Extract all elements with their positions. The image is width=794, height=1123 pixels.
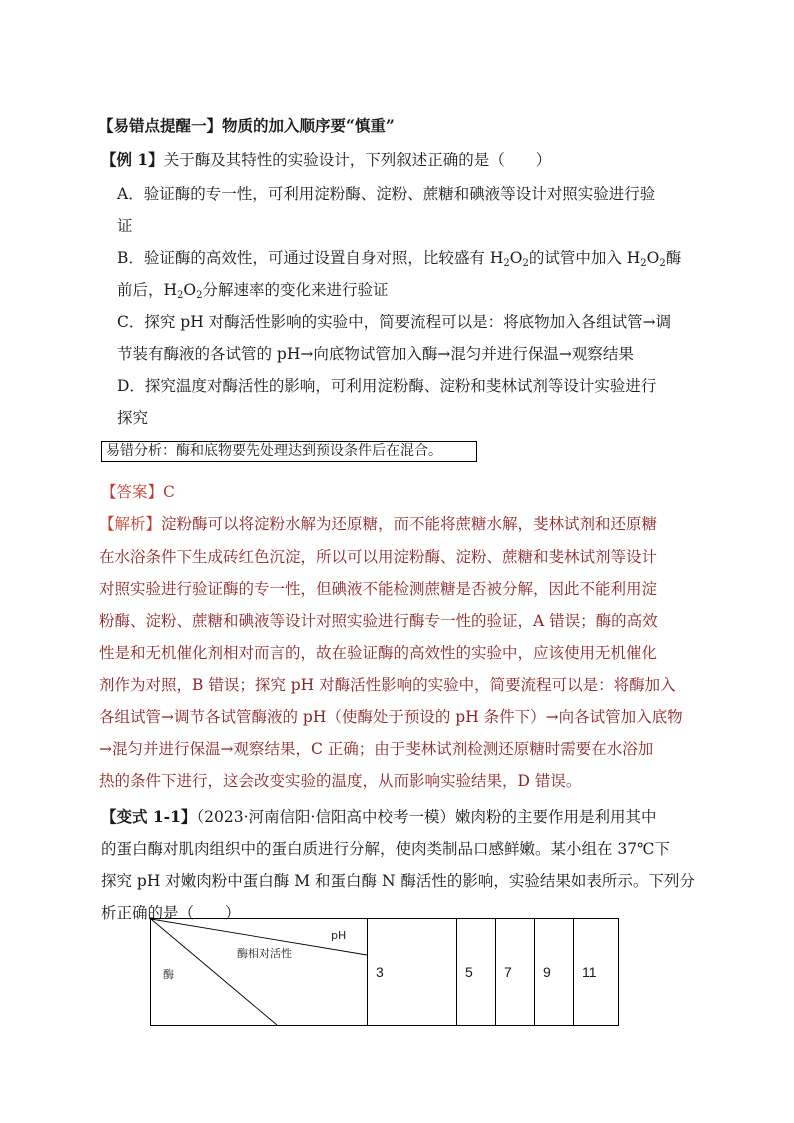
analysis-line-4: 粉酶、淀粉、蔗糖和碘液等设计对照实验进行酶专一性的验证，A 错误；酶的高效 [99,612,658,630]
analysis-label: 【解析】 [99,515,162,533]
variant-line-3: 探究 pH 对嫩肉粉中蛋白酶 M 和蛋白酶 N 酶活性的影响，实验结果如表所示。下列分 [101,872,695,890]
table-cell-ph-3: 3 [368,919,457,1026]
heading-tag: 【易错点提醒一】 [98,116,223,135]
analysis-line-6: 剂作为对照，B 错误；探究 pH 对酶活性影响的实验中，简要流程可以是：将酶加入 [99,676,676,694]
variant-line-2: 的蛋白酶对肌肉组织中的蛋白质进行分解，使肉类制品口感鲜嫩。某小组在 37℃下 [101,840,670,858]
error-analysis-box: 易错分析：酶和底物要先处理达到预设条件后在混合。 [101,441,477,462]
option-b-line1: B．验证酶的高效性，可通过设置自身对照，比较盛有 $H_2O_2$的试管中加入 $H_2O_2$酶 [117,249,682,269]
option-a-line2: 证 [117,217,133,235]
table-row [151,919,619,1026]
analysis-line-7: 各组试管→调节各试管酶液的 pH（使酶处于预设的 pH 条件下）→向各试管加入底物 [99,708,683,726]
diag-label-activity: 酶相对活性 [237,947,292,960]
variant-line-4: 析正确的是（ ） [101,904,241,922]
table-cell-ph-11: 11 [574,919,619,1026]
analysis-line-1: 【解析】淀粉酶可以将淀粉水解为还原糖，而不能将蔗糖水解，斐林试剂和还原糖 [99,515,658,533]
table-cell-ph-5: 5 [457,919,496,1026]
example-label: 【例 1】 [101,150,164,169]
example-stem-text: 关于酶及其特性的实验设计，下列叙述正确的是（ ） [163,151,552,169]
analysis-line-8: →混匀并进行保温→观察结果，C 正确；由于斐林试剂检测还原糖时需要在水浴加 [99,740,654,758]
option-b-line2: 前后，$H_2O_2$分解速率的变化来进行验证 [117,281,389,301]
variant-line-1: 【变式 1-1】（2023·河南信阳·信阳高中校考一模）嫩肉粉的主要作用是利用其中 [101,807,657,826]
answer-label: 【答案】 [101,483,164,501]
variant-label: 【变式 1-1】 [101,807,197,826]
option-c-line1: C．探究 pH 对酶活性影响的实验中，简要流程可以是：将底物加入各组试管→调 [117,313,672,331]
heading-title: 物质的加入顺序要“慎重” [222,116,395,135]
option-a-line1: A．验证酶的专一性，可利用淀粉酶、淀粉、蔗糖和碘液等设计对照实验进行验 [117,185,656,203]
example-stem [101,150,551,170]
analysis-line-3: 对照实验进行验证酶的专一性，但碘液不能检测蔗糖是否被分解，因此不能利用淀 [99,580,658,598]
option-d-line2: 探究 [117,409,149,427]
diag-label-enzyme: 酶 [163,968,174,981]
option-c-line2: 节装有酶液的各试管的 pH→向底物试管加入酶→混匀并进行保温→观察结果 [117,345,634,363]
option-d-line1: D．探究温度对酶活性的影响，可利用淀粉酶、淀粉和斐林试剂等设计实验进行 [117,377,657,395]
answer-line [101,482,175,502]
diagonal-header-cell [151,919,368,1026]
section-heading [98,116,395,136]
analysis-line-9: 热的条件下进行，这会改变实验的温度，从而影响实验结果，D 错误。 [99,772,582,790]
ph-activity-table [150,918,619,1026]
table-cell-ph-7: 7 [496,919,535,1026]
analysis-line-5: 性是和无机催化剂相对而言的，故在验证酶的高效性的实验中，应该使用无机催化 [99,644,658,662]
diag-label-ph: pH [331,929,347,942]
answer-value: C [163,483,175,501]
analysis-line-2: 在水浴条件下生成砖红色沉淀，所以可以用淀粉酶、淀粉、蔗糖和斐林试剂等设计 [99,548,658,566]
table-cell-ph-9: 9 [535,919,574,1026]
